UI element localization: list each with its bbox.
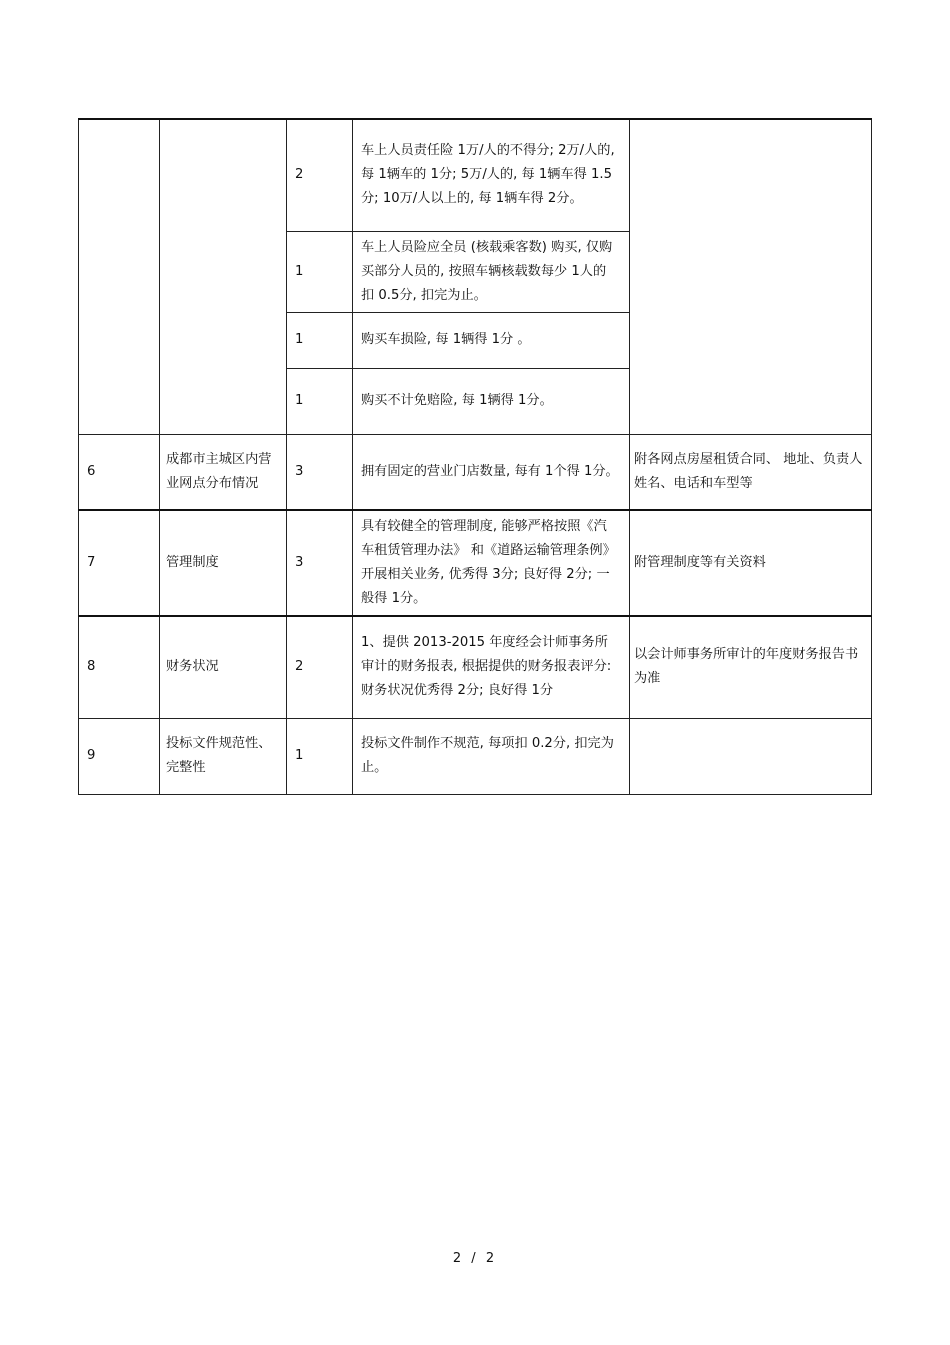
- score-cell: 1: [287, 368, 353, 434]
- score-cell: 3: [287, 510, 353, 616]
- scoring-table: [78, 118, 872, 795]
- criteria-cell: 1、提供 2013-2015 年度经会计师事务所审计的财务报表, 根据提供的财务报表评分: 财务状况优秀得 2分; 良好得 1分: [353, 616, 630, 718]
- table-row: [79, 119, 872, 231]
- item-name-cell: 成都市主城区内营业网点分布情况: [160, 434, 287, 510]
- row-number-cell: [79, 119, 160, 434]
- table-row: [79, 616, 872, 718]
- score-cell: 1: [287, 312, 353, 368]
- row-number-cell: 6: [79, 434, 160, 510]
- criteria-cell: 投标文件制作不规范, 每项扣 0.2分, 扣完为止。: [353, 718, 630, 794]
- score-cell: 2: [287, 119, 353, 231]
- page-number: 2 / 2: [452, 1251, 498, 1266]
- row-number-cell: 8: [79, 616, 160, 718]
- criteria-cell: 具有较健全的管理制度, 能够严格按照《汽车租赁管理办法》 和《道路运输管理条例》 开展相关业务, 优秀得 3分; 良好得 2分; 一般得 1分。: [353, 510, 630, 616]
- table-row: [79, 510, 872, 616]
- score-cell: 3: [287, 434, 353, 510]
- score-cell: 1: [287, 231, 353, 312]
- note-cell: [630, 718, 872, 794]
- item-name-cell: 管理制度: [160, 510, 287, 616]
- table-row: [79, 718, 872, 794]
- item-name-cell: [160, 119, 287, 434]
- item-name-cell: 投标文件规范性、完整性: [160, 718, 287, 794]
- note-cell: 附管理制度等有关资料: [630, 510, 872, 616]
- note-cell: 附各网点房屋租赁合同、 地址、负责人姓名、电话和车型等: [630, 434, 872, 510]
- row-number-cell: 7: [79, 510, 160, 616]
- note-cell: [630, 119, 872, 434]
- criteria-cell: 车上人员责任险 1万/人的不得分; 2万/人的, 每 1辆车的 1分; 5万/人的, 每 1辆车得 1.5分; 10万/人以上的, 每 1辆车得 2分。: [353, 119, 630, 231]
- criteria-cell: 拥有固定的营业门店数量, 每有 1个得 1分。: [353, 434, 630, 510]
- score-cell: 2: [287, 616, 353, 718]
- note-cell: 以会计师事务所审计的年度财务报告书为准: [630, 616, 872, 718]
- row-number-cell: 9: [79, 718, 160, 794]
- item-name-cell: 财务状况: [160, 616, 287, 718]
- criteria-cell: 车上人员险应全员 (核载乘客数) 购买, 仅购买部分人员的, 按照车辆核载数每少 1人的扣 0.5分, 扣完为止。: [353, 231, 630, 312]
- table-row: [79, 434, 872, 510]
- criteria-cell: 购买不计免赔险, 每 1辆得 1分。: [353, 368, 630, 434]
- criteria-cell: 购买车损险, 每 1辆得 1分 。: [353, 312, 630, 368]
- score-cell: 1: [287, 718, 353, 794]
